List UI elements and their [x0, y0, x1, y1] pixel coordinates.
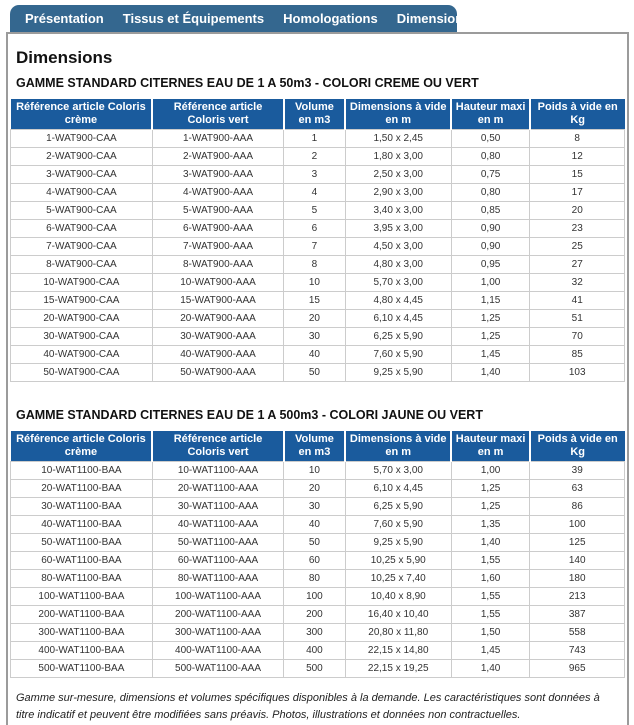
- header-cell: Référence article Coloris crème: [11, 99, 153, 129]
- table-cell: 1,60: [451, 569, 530, 587]
- table-cell: 39: [530, 461, 625, 479]
- table-cell: 5,70 x 3,00: [345, 461, 451, 479]
- table-row: [11, 237, 625, 255]
- table-cell: 10,25 x 5,90: [345, 551, 451, 569]
- table-row: [11, 515, 625, 533]
- table-cell: 10-WAT900-AAA: [152, 273, 283, 291]
- table-cell: 17: [530, 183, 625, 201]
- table-cell: 1,40: [451, 363, 530, 381]
- table-cell: 965: [530, 659, 625, 677]
- table-cell: 30: [284, 327, 345, 345]
- table-citernes-1-500m3: [10, 431, 625, 678]
- table-citernes-1-50m3: [10, 99, 625, 382]
- table-cell: 22,15 x 14,80: [345, 641, 451, 659]
- table-cell: 9,25 x 5,90: [345, 533, 451, 551]
- table-cell: 30-WAT900-CAA: [11, 327, 153, 345]
- table-cell: 40: [284, 515, 345, 533]
- table-cell: 50-WAT1100-BAA: [11, 533, 153, 551]
- table-cell: 500-WAT1100-AAA: [152, 659, 283, 677]
- table-cell: 125: [530, 533, 625, 551]
- table-body: [11, 461, 625, 677]
- table-cell: 400-WAT1100-BAA: [11, 641, 153, 659]
- table-row: [11, 497, 625, 515]
- table-cell: 30-WAT1100-BAA: [11, 497, 153, 515]
- table-cell: 20-WAT900-CAA: [11, 309, 153, 327]
- content-panel: [6, 32, 629, 725]
- table-cell: 4,80 x 3,00: [345, 255, 451, 273]
- table-row: [11, 569, 625, 587]
- table-cell: 7: [284, 237, 345, 255]
- table-cell: 180: [530, 569, 625, 587]
- table-row: [11, 623, 625, 641]
- table-cell: 2,50 x 3,00: [345, 165, 451, 183]
- table-cell: 7-WAT900-CAA: [11, 237, 153, 255]
- table-cell: 25: [530, 237, 625, 255]
- table-cell: 200-WAT1100-BAA: [11, 605, 153, 623]
- table-cell: 8-WAT900-AAA: [152, 255, 283, 273]
- table-cell: 4,80 x 4,45: [345, 291, 451, 309]
- header-cell: Poids à vide en Kg: [530, 431, 625, 461]
- tab-dimensions[interactable]: Dimensions: [396, 11, 471, 26]
- table-cell: 10-WAT900-CAA: [11, 273, 153, 291]
- table-cell: 8: [284, 255, 345, 273]
- table-cell: 5-WAT900-AAA: [152, 201, 283, 219]
- table-cell: 3-WAT900-AAA: [152, 165, 283, 183]
- table-cell: 40-WAT900-AAA: [152, 345, 283, 363]
- table-cell: 7,60 x 5,90: [345, 515, 451, 533]
- table-cell: 743: [530, 641, 625, 659]
- table-cell: 6-WAT900-CAA: [11, 219, 153, 237]
- table-cell: 20,80 x 11,80: [345, 623, 451, 641]
- table-row: [11, 345, 625, 363]
- table-cell: 0,80: [451, 183, 530, 201]
- table-cell: 32: [530, 273, 625, 291]
- table-cell: 20-WAT900-AAA: [152, 309, 283, 327]
- table-cell: 1,55: [451, 587, 530, 605]
- table-cell: 16,40 x 10,40: [345, 605, 451, 623]
- table-cell: 50-WAT900-CAA: [11, 363, 153, 381]
- table-cell: 20-WAT1100-AAA: [152, 479, 283, 497]
- table-cell: 1,25: [451, 479, 530, 497]
- table-cell: 30: [284, 497, 345, 515]
- table-row: [11, 533, 625, 551]
- table-cell: 60-WAT1100-AAA: [152, 551, 283, 569]
- table-cell: 1,40: [451, 659, 530, 677]
- table-cell: 1,25: [451, 497, 530, 515]
- table-cell: 50-WAT900-AAA: [152, 363, 283, 381]
- table-cell: 0,50: [451, 129, 530, 147]
- table-cell: 70: [530, 327, 625, 345]
- table-cell: 1,55: [451, 551, 530, 569]
- table-cell: 27: [530, 255, 625, 273]
- table-cell: 0,90: [451, 237, 530, 255]
- table-cell: 10,25 x 7,40: [345, 569, 451, 587]
- table-cell: 300-WAT1100-BAA: [11, 623, 153, 641]
- table-cell: 60-WAT1100-BAA: [11, 551, 153, 569]
- table-cell: 80-WAT1100-AAA: [152, 569, 283, 587]
- table-row: [11, 129, 625, 147]
- table-cell: 9,25 x 5,90: [345, 363, 451, 381]
- footer-note: Gamme sur-mesure, dimensions et volumes spécifiques disponibles à la demande. Les caractéristiques sont données à titre indicatif et peuvent être modifiées sans préavis. Photos, illustrations et données non contractuelles.: [16, 691, 600, 722]
- table-header: [11, 99, 625, 129]
- table-cell: 15-WAT900-CAA: [11, 291, 153, 309]
- table-row: [11, 165, 625, 183]
- table-cell: 50-WAT1100-AAA: [152, 533, 283, 551]
- table-cell: 300-WAT1100-AAA: [152, 623, 283, 641]
- table-cell: 1,50 x 2,45: [345, 129, 451, 147]
- table-cell: 0,75: [451, 165, 530, 183]
- table-cell: 558: [530, 623, 625, 641]
- table-row: [11, 255, 625, 273]
- table-cell: 80-WAT1100-BAA: [11, 569, 153, 587]
- table-cell: 3,40 x 3,00: [345, 201, 451, 219]
- header-cell: Référence article Coloris vert: [152, 99, 283, 129]
- table-cell: 400: [284, 641, 345, 659]
- table-cell: 63: [530, 479, 625, 497]
- header-cell: Poids à vide en Kg: [530, 99, 625, 129]
- section-title-gamme-50m3: GAMME STANDARD CITERNES EAU DE 1 A 50m3 - COLORI CREME OU VERT: [16, 76, 479, 90]
- tab-homologations[interactable]: Homologations: [283, 11, 378, 26]
- table-row: [11, 605, 625, 623]
- table-cell: 500-WAT1100-BAA: [11, 659, 153, 677]
- table-cell: 1,35: [451, 515, 530, 533]
- table-cell: 3: [284, 165, 345, 183]
- table-cell: 50: [284, 363, 345, 381]
- table-cell: 1,00: [451, 273, 530, 291]
- table-cell: 30-WAT1100-AAA: [152, 497, 283, 515]
- table-row: [11, 461, 625, 479]
- header-cell: Référence article Coloris crème: [11, 431, 153, 461]
- tab-presentation[interactable]: Présentation: [25, 11, 104, 26]
- table-cell: 1,80 x 3,00: [345, 147, 451, 165]
- table-cell: 20: [284, 309, 345, 327]
- table-cell: 6,10 x 4,45: [345, 309, 451, 327]
- table-cell: 3-WAT900-CAA: [11, 165, 153, 183]
- table-cell: 40-WAT1100-AAA: [152, 515, 283, 533]
- table-row: [11, 291, 625, 309]
- header-cell: Hauteur maxi en m: [451, 431, 530, 461]
- header-cell: Hauteur maxi en m: [451, 99, 530, 129]
- table-cell: 12: [530, 147, 625, 165]
- table-cell: 400-WAT1100-AAA: [152, 641, 283, 659]
- tab-bar: [10, 5, 471, 32]
- table-cell: 51: [530, 309, 625, 327]
- table-row: [11, 147, 625, 165]
- table-cell: 200-WAT1100-AAA: [152, 605, 283, 623]
- table-cell: 10-WAT1100-BAA: [11, 461, 153, 479]
- table-cell: 8: [530, 129, 625, 147]
- table-cell: 1,40: [451, 533, 530, 551]
- table-cell: 41: [530, 291, 625, 309]
- table-cell: 20-WAT1100-BAA: [11, 479, 153, 497]
- table-cell: 1-WAT900-AAA: [152, 129, 283, 147]
- table-cell: 30-WAT900-AAA: [152, 327, 283, 345]
- table-cell: 8-WAT900-CAA: [11, 255, 153, 273]
- table-cell: 40-WAT900-CAA: [11, 345, 153, 363]
- table-cell: 200: [284, 605, 345, 623]
- table-cell: 100-WAT1100-AAA: [152, 587, 283, 605]
- table-cell: 22,15 x 19,25: [345, 659, 451, 677]
- table-cell: 1,25: [451, 309, 530, 327]
- table-row: [11, 273, 625, 291]
- table-row: [11, 201, 625, 219]
- header-cell: Volume en m3: [284, 431, 345, 461]
- header-cell: Référence article Coloris vert: [152, 431, 283, 461]
- table-cell: 1,25: [451, 327, 530, 345]
- table-row: [11, 551, 625, 569]
- table-header: [11, 431, 625, 461]
- table-cell: 85: [530, 345, 625, 363]
- table-row: [11, 183, 625, 201]
- table-cell: 387: [530, 605, 625, 623]
- table-cell: 20: [284, 479, 345, 497]
- table-cell: 7-WAT900-AAA: [152, 237, 283, 255]
- table-cell: 23: [530, 219, 625, 237]
- table-cell: 4-WAT900-AAA: [152, 183, 283, 201]
- table-cell: 6-WAT900-AAA: [152, 219, 283, 237]
- header-cell: Volume en m3: [284, 99, 345, 129]
- table-cell: 2-WAT900-AAA: [152, 147, 283, 165]
- table-row: [11, 641, 625, 659]
- table-cell: 6,25 x 5,90: [345, 497, 451, 515]
- table-cell: 5,70 x 3,00: [345, 273, 451, 291]
- table-cell: 2: [284, 147, 345, 165]
- table-cell: 100: [284, 587, 345, 605]
- table-row: [11, 479, 625, 497]
- table-row: [11, 219, 625, 237]
- table-row: [11, 363, 625, 381]
- table-cell: 6,10 x 4,45: [345, 479, 451, 497]
- table-cell: 1,55: [451, 605, 530, 623]
- table-row: [11, 659, 625, 677]
- table-cell: 6,25 x 5,90: [345, 327, 451, 345]
- table-cell: 1,45: [451, 641, 530, 659]
- table-cell: 0,80: [451, 147, 530, 165]
- table-cell: 50: [284, 533, 345, 551]
- header-row: [11, 99, 625, 129]
- table-cell: 0,85: [451, 201, 530, 219]
- table-cell: 0,90: [451, 219, 530, 237]
- table-cell: 60: [284, 551, 345, 569]
- table-cell: 15: [284, 291, 345, 309]
- table-cell: 80: [284, 569, 345, 587]
- table-cell: 2-WAT900-CAA: [11, 147, 153, 165]
- table-cell: 4: [284, 183, 345, 201]
- table-cell: 213: [530, 587, 625, 605]
- header-cell: Dimensions à vide en m: [345, 99, 451, 129]
- table-cell: 1,15: [451, 291, 530, 309]
- table-row: [11, 327, 625, 345]
- page-title: Dimensions: [16, 48, 113, 67]
- section-title-gamme-500m3: GAMME STANDARD CITERNES EAU DE 1 A 500m3 - COLORI JAUNE OU VERT: [16, 407, 483, 422]
- header-row: [11, 431, 625, 461]
- table-cell: 5-WAT900-CAA: [11, 201, 153, 219]
- table-body: [11, 129, 625, 381]
- table-cell: 10,40 x 8,90: [345, 587, 451, 605]
- table-cell: 10: [284, 461, 345, 479]
- table-cell: 15: [530, 165, 625, 183]
- table-cell: 1: [284, 129, 345, 147]
- table-cell: 3,95 x 3,00: [345, 219, 451, 237]
- table-cell: 103: [530, 363, 625, 381]
- table-cell: 1-WAT900-CAA: [11, 129, 153, 147]
- table-cell: 10: [284, 273, 345, 291]
- table-cell: 20: [530, 201, 625, 219]
- table-cell: 140: [530, 551, 625, 569]
- table-cell: 40: [284, 345, 345, 363]
- table-cell: 4-WAT900-CAA: [11, 183, 153, 201]
- table-row: [11, 587, 625, 605]
- table-cell: 300: [284, 623, 345, 641]
- table-cell: 4,50 x 3,00: [345, 237, 451, 255]
- tab-tissus-et-equipements[interactable]: Tissus et Équipements: [122, 11, 265, 26]
- table-row: [11, 309, 625, 327]
- table-cell: 1,00: [451, 461, 530, 479]
- table-cell: 2,90 x 3,00: [345, 183, 451, 201]
- table-cell: 1,45: [451, 345, 530, 363]
- table-cell: 7,60 x 5,90: [345, 345, 451, 363]
- table-cell: 500: [284, 659, 345, 677]
- header-cell: Dimensions à vide en m: [345, 431, 451, 461]
- table-cell: 40-WAT1100-BAA: [11, 515, 153, 533]
- table-cell: 15-WAT900-AAA: [152, 291, 283, 309]
- table-cell: 5: [284, 201, 345, 219]
- table-cell: 6: [284, 219, 345, 237]
- table-cell: 100-WAT1100-BAA: [11, 587, 153, 605]
- table-cell: 100: [530, 515, 625, 533]
- table-cell: 1,50: [451, 623, 530, 641]
- table-cell: 86: [530, 497, 625, 515]
- table-cell: 0,95: [451, 255, 530, 273]
- table-cell: 10-WAT1100-AAA: [152, 461, 283, 479]
